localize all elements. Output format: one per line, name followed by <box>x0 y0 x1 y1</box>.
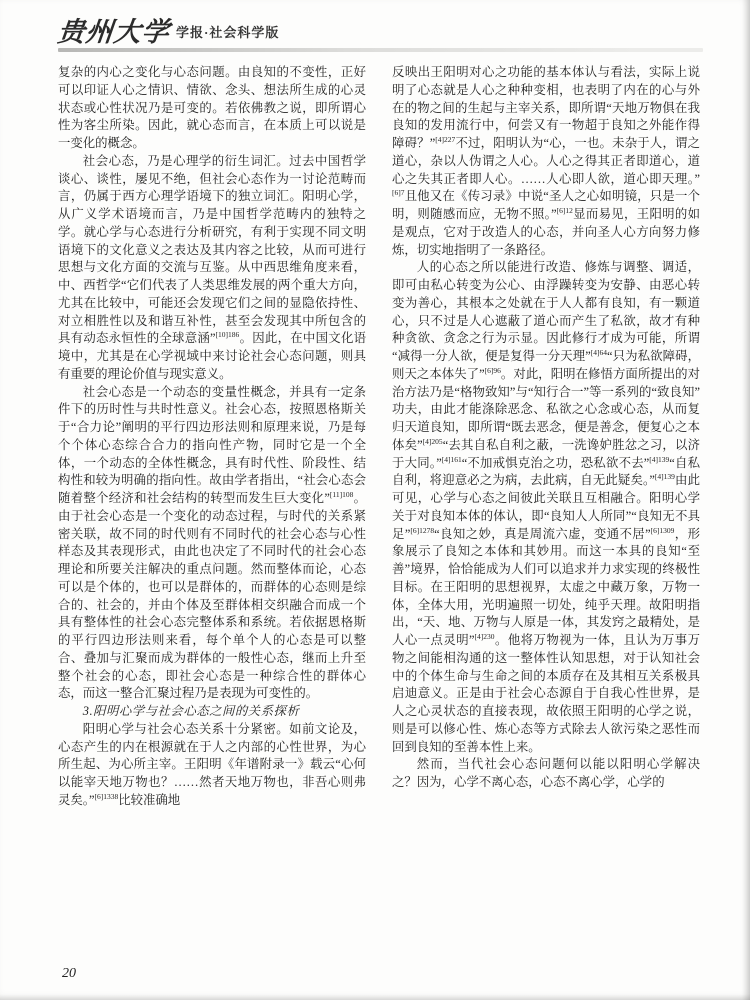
journal-logo: 贵州大学 <box>56 17 172 48</box>
citation-ref: [4]64 <box>590 347 607 357</box>
citation-ref: [4]139 <box>654 472 675 482</box>
paragraph: 复杂的内心之变化与心态问题。由良知的不变性，正好可以印证人心之情识、情欲、念头、想法所生成的心灵状态或心性状况乃是可变的。若依佛教之说，即所谓心性为客尘所染。因此，就心态而言，在本质上可以说是一变化的概念。 <box>58 65 366 150</box>
citation-ref: [6]1338 <box>94 791 119 801</box>
citation-ref: [4]230 <box>474 631 495 641</box>
right-column <box>392 64 700 970</box>
section-heading: 3.阳明心学与社会心态之间的关系探析 <box>82 704 300 718</box>
paragraph: 阳明心学与社会心态关系十分紧密。如前文论及，心态产生的内在根源就在于人之内部的心性世界，为心所生起、为心所主宰。王阳明《年谱附录一》载云“心何以能宰天地万物也？……然者天地万物也，非吾心则弗灵矣。”$^{[6]1338}$比较准确地 <box>58 721 366 807</box>
citation-ref: [6]1309 <box>650 525 675 535</box>
citation-ref: [11]108 <box>329 489 354 499</box>
article-body <box>58 64 700 970</box>
left-column <box>58 64 366 970</box>
citation-ref: [6]7 <box>392 188 405 198</box>
page-edge-right <box>742 0 750 1000</box>
citation-ref: [6]12 <box>556 205 573 215</box>
citation-ref: [6]96 <box>484 365 501 375</box>
paragraph: 社会心态，乃是心理学的衍生词汇。过去中国哲学谈心、谈性，屡见不绝，但社会心态作为一讨论范畴而言，仍属于西方心理学语境下的独立词汇。阳明心学，从广义学术语境而言，乃是中国哲学范畴内的独特之学。就心学与心态进行分析研究，有利于实现不同文明语境下的文化意义之表达及其内容之比较，从而可进行思想与文化方面的交流与互鉴。从中西思维角度来看，中、西哲学“它们代表了人类思维发展的两个重大方向，尤其在比较中，可能还会发现它们之间的显隐依持性、对立相胜性以及和谐互补性，甚至会发现其中所包含的具有动态永恒性的全球意涵”$^{[10]186}$。因此，在中国文化语境中，尤其是在心学视域中来讨论社会心态问题，则具有重要的理论价值与现实意义。 <box>58 153 366 381</box>
citation-ref: [6]1278 <box>410 525 435 535</box>
citation-ref: [4]205 <box>422 436 443 446</box>
paragraph: 反映出王阳明对心之功能的基本体认与看法，实际上说明了心态就是人心之种种变相，也表明了内在的心与外在的物之间的生起与主宰关系，即所谓“天地万物俱在我良知的发用流行中，何尝又有一物超于良知之外能作得障碍？”$^{[4]227}$不过，阳明认为“心，一也。未杂于人，谓之道心，杂以人伪谓之人心。人心之得其正者即道心，道心之失其正者即人心。……人心即人欲，道心即天理。”$^{[6]7}$且他又在《传习录》中说“圣人之心如明镜，只是一个明，则随感而应，无物不照。”$^{[6]12}$显而易见，王阳明的如是观点，它对于改造人的心态，并向圣人心方向努力修炼，切实地指明了一条路径。 <box>392 65 700 257</box>
citation-ref: [4]227 <box>435 134 456 144</box>
page-number: 20 <box>62 966 76 981</box>
citation-ref: [4]139 <box>649 454 670 464</box>
header-divider <box>58 48 703 52</box>
page-edge-bottom <box>0 994 750 1000</box>
paragraph: 然而，当代社会心态问题何以能以阳明心学解决之？因为，心学不离心态，心态不离心学，心学的 <box>392 757 700 789</box>
journal-subtitle: 学报·社会科学版 <box>176 25 280 40</box>
paragraph: 人的心态之所以能进行改造、修炼与调整、调适，即可由私心转变为公心、由浮躁转变为安静、由恶心转变为善心，其根本之处就在于人人都有良知，有一颗道心，只不过是人心遮蔽了道心而产生了私欲，故才有种种贪欲、贪念之行为示显。因此修行才成为可能，所谓“减得一分人欲，便是复得一分天理”$^{[4]64}$“只为私欲障碍，则天之本体失了”$^{[6]96}$。对此，阳明在修悟方面所提出的对治方法乃是“格物致知”与“知行合一”等一系列的“致良知”功夫，由此才能涤除恶念、私欲之心念或心态，从而复归天道良知，即所谓“既去恶念，便是善念，便复心之本体矣”$^{[4]205}$“去其自私自利之蔽，一洗谗妒胜忿之习，以济于大同。”$^{[4]161}$“不加戒惧克治之功，恐私欲不去”$^{[4]139}$“自私自利，将迎意必之为病，去此病，自无此疑矣。”$^{[4]139}$由此可见，心学与心态之间彼此关联且互相融合。阳明心学关于对良知本体的体认，即“良知人人所同”“良知无不具足”$^{[6]1278}$“良知之妙，真是周流六虚，变通不居”$^{[6]1309}$，形象展示了良知之本体和其妙用。而这一本具的良知“至善”境界，恰恰能成为人们可以追求并力求实现的终极性目标。在王阳明的思想视界，太虚之中藏万象，万物一体，全体大用，光明遍照一切处，纯乎天理。故阳明指出，“天、地、万物与人原是一体，其发窍之最精处，是人心一点灵明”$^{[4]230}$。他将万物视为一体，且认为万事万物之间能相沟通的这一整体性认知思想，对于认知社会中的个体生命与生命之间的本质存在及其相互关系极具启迪意义。正是由于社会心态源自于自我心性世界，是人之心灵状态的直接表现，故依照王阳明的心学之说，则是可以修心性、炼心态等方式除去人欲污染之恶性而回到良知的至善本性上来。 <box>392 260 700 754</box>
citation-ref: [10]186 <box>215 330 240 340</box>
citation-ref: [4]161 <box>441 454 462 464</box>
journal-header <box>58 10 700 50</box>
paragraph: 社会心态是一个动态的变量性概念，并具有一定条件下的历时性与共时性意义。社会心态，按照恩格斯关于“合力论”阐明的平行四边形法则和原理来说，乃是每个个体心态综合合力的指向性产物，同时它是一个全体，一个动态的全体性概念，具有时代性、阶段性、结构性和较为明确的指向性。故由学者指出，“社会心态会随着整个经济和社会结构的转型而发生巨大变化”$^{[11]108}$。由于社会心态是一个变化的动态过程，与时代的关系紧密关联，故不同的时代则有不同时代的社会心态与心性样态及其表现形式，由此也决定了不同时代的社会心态理论和所要关注解决的重点问题。然而整体而论，心态可以是个体的，也可以是群体的，而群体的心态则是综合的、社会的，并由个体及至群体相交织融合而成一个具有整体性的社会心态完整体系和系统。若依据恩格斯的平行四边形法则来看，每个单个人的心态是可以整合、叠加与汇聚而成为群体的一般性心态，继而上升至整个社会的心态，即社会心态是一种综合性的群体心态，而这一整合汇聚过程乃是表现为可变性的。 <box>58 384 366 701</box>
